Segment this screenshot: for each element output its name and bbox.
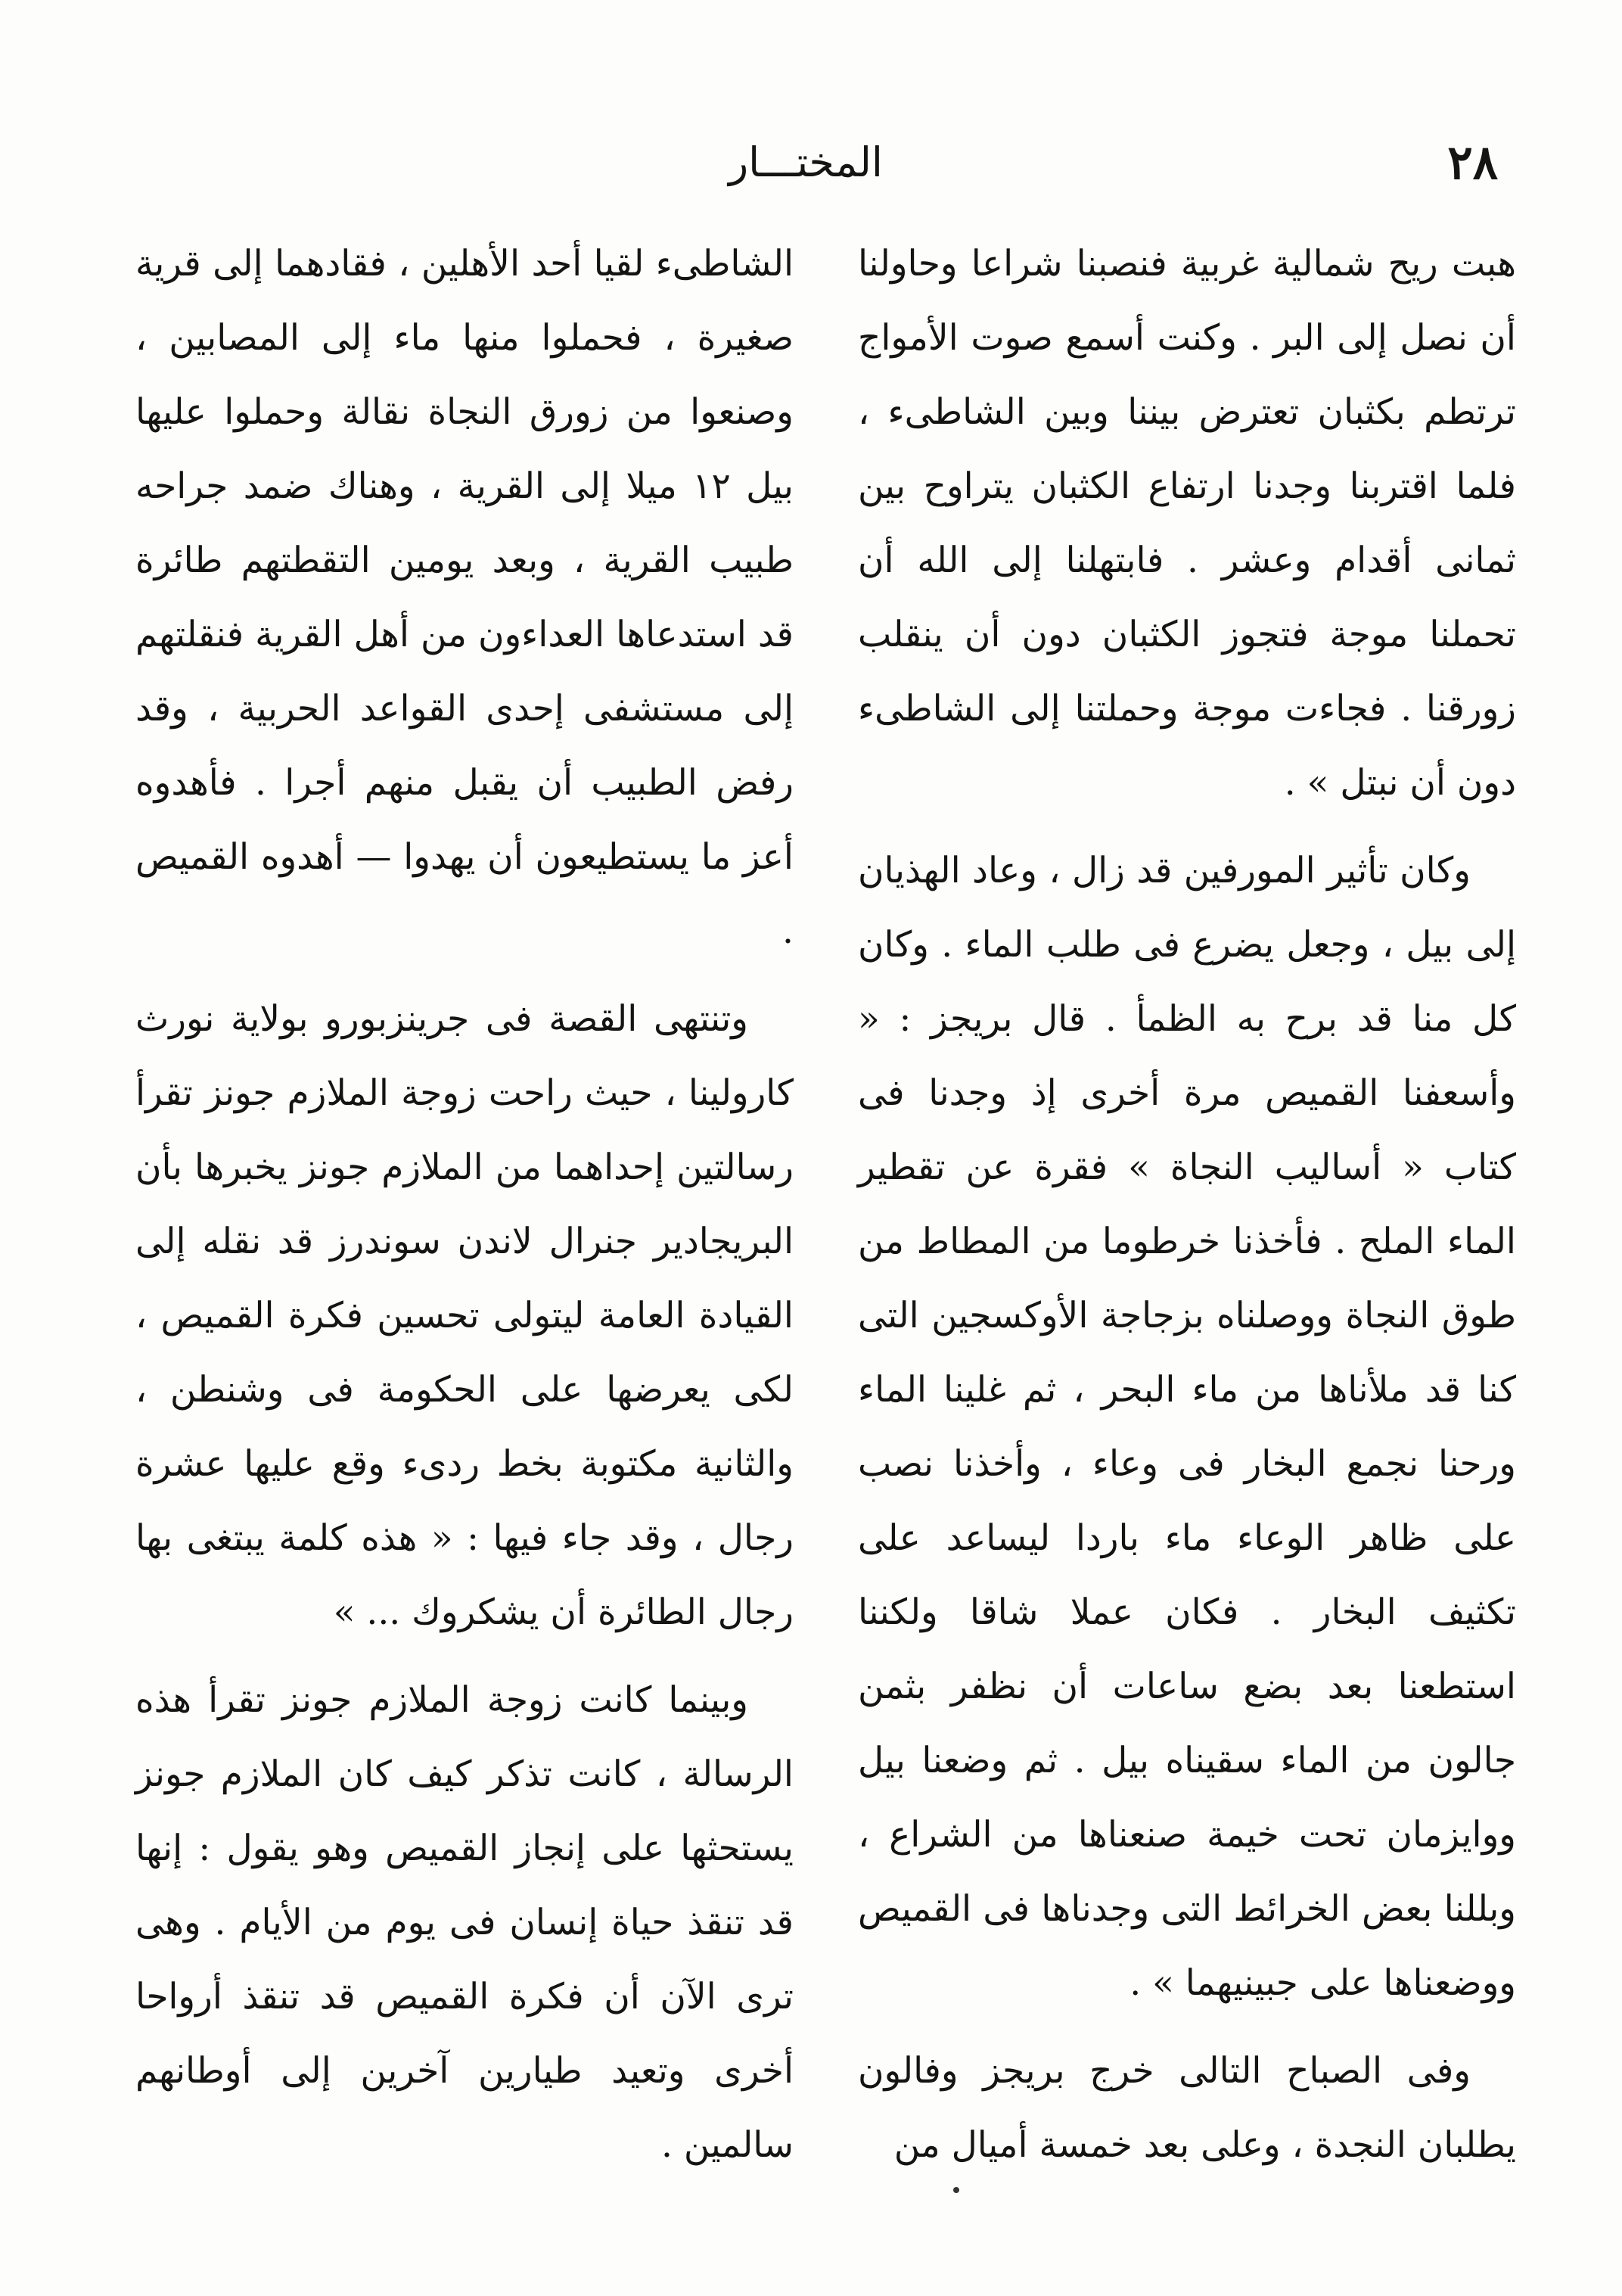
paragraph: وبينما كانت زوجة الملازم جونز تقرأ هذه الرسالة ، كانت تذكر كيف كان الملازم جونز يستحثها على إنجاز القميص وهو يقول : إنها قد تنقذ حياة إنسان فى يوم من الأيام . وهى ترى الآن أن فكرة القميص قد تنقذ أرواحا أخرى وتعيد طيارين آخرين إلى أوطانهم سالمين . [135,1679,794,2166]
paragraph: الشاطىء لقيا أحد الأهلين ، فقادهما إلى قرية صغيرة ، فحملوا منها ماء إلى المصابين ، وصنعوا من زورق النجاة نقالة وحملوا عليها بيل ١٢ ميلا إلى القرية ، وهناك ضمد جراحه طبيب القرية ، وبعد يومين التقطتهم طائرة قد استدعاها العداءون من أهل القرية فنقلتهم إلى مستشفى إحدى القواعد الحربية ، وقد رفض الطبيب أن يقبل منهم أجرا . فأهدوه أعز ما يستطيعون أن يهدوا — أهدوه القميص . [135,243,794,952]
column-gutter [808,250,809,2066]
text-column-right [858,227,1516,2196]
print-speck [953,2187,959,2193]
paragraph: وكان تأثير المورفين قد زال ، وعاد الهذيان إلى بيل ، وجعل يضرع فى طلب الماء . وكان كل منا قد برح به الظمأ . قال بريجز : « وأسعفنا القميص مرة أخرى إذ وجدنا فى كتاب « أساليب النجاة » فقرة عن تقطير الماء الملح . فأخذنا خرطوما من المطاط من طوق النجاة ووصلناه بزجاجة الأوكسجين التى كنا قد ملأناها من ماء البحر ، ثم غلينا الماء ورحنا نجمع البخار فى وعاء ، وأخذنا نصب على ظاهر الوعاء ماء باردا ليساعد على تكثيف البخار . فكان عملا شاقا ولكننا استطعنا بعد بضع ساعات أن نظفر بثمن جالون من الماء سقيناه بيل . ثم وضعنا بيل ووايزمان تحت خيمة صنعناها من الشراع ، وبللنا بعض الخرائط التى وجدناها فى القميص ووضعناها على جبينيهما » . [858,850,1516,2004]
paragraph: وفى الصباح التالى خرج بريجز وفالون يطلبان النجدة ، وعلى بعد خمسة أميال من [858,2050,1516,2166]
paragraph: هبت ريح شمالية غربية فنصبنا شراعا وحاولنا أن نصل إلى البر . وكنت أسمع صوت الأمواج ترتطم بكثبان تعترض بيننا وبين الشاطىء ، فلما اقتربنا وجدنا ارتفاع الكثبان يتراوح بين ثمانى أقدام وعشر . فابتهلنا إلى الله أن تحملنا موجة فتجوز الكثبان دون أن ينقلب زورقنا . فجاءت موجة وحملتنا إلى الشاطىء دون أن نبتل » . [858,243,1516,804]
page-number: ٢٨ [1447,135,1498,190]
running-title: المختـــار [729,138,883,186]
text-column-left [135,227,794,2196]
paragraph: وتنتهى القصة فى جرينزبورو بولاية نورث كارولينا ، حيث راحت زوجة الملازم جونز تقرأ رسالتين إحداهما من الملازم جونز يخبرها بأن البريجادير جنرال لاندن سوندرز قد نقله إلى القيادة العامة ليتولى تحسين فكرة القميص ، لكى يعرضها على الحكومة فى وشنطن ، والثانية مكتوبة بخط ردىء وقع عليها عشرة رجال ، وقد جاء فيها : « هذه كلمة يبتغى بها رجال الطائرة أن يشكروك ... » [135,998,794,1633]
page-header [113,129,1498,219]
